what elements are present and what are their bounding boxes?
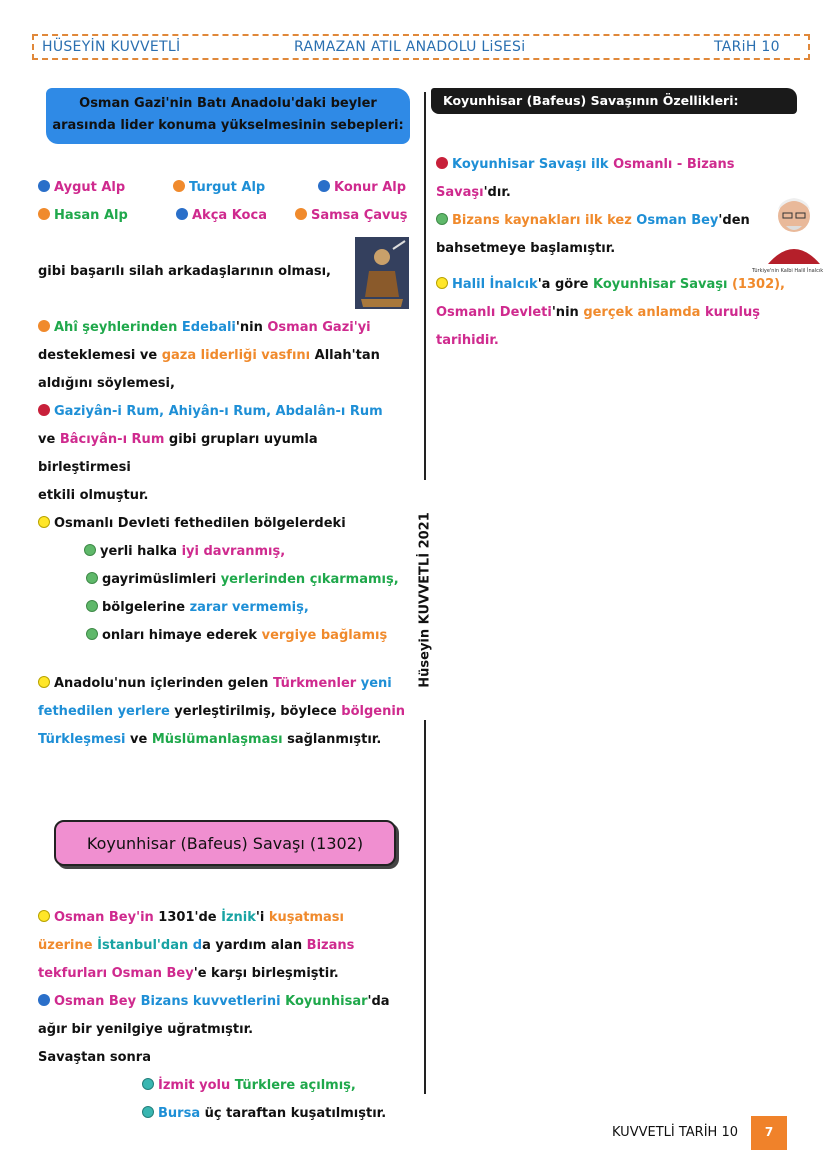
footer-text: KUVVETLİ TARİH 10 xyxy=(612,1125,738,1140)
bullet-icon xyxy=(38,910,50,922)
bullet-icon xyxy=(38,208,50,220)
left-heading-line1: Osman Gazi'nin Batı Anadolu'daki beyler xyxy=(79,96,377,111)
b2-line2: ağır bir yenilgiye uğratmıştır. xyxy=(38,1022,254,1037)
name-konur: Konur Alp xyxy=(318,180,406,196)
header-author: HÜSEYİN KUVVETLİ xyxy=(42,39,181,55)
bullet-icon xyxy=(38,516,50,528)
bullet-icon xyxy=(38,180,50,192)
r2-line2: bahsetmeye başlamıştır. xyxy=(436,241,616,256)
sub-item-3: bölgelerine zarar vermemiş, xyxy=(86,600,309,616)
r1-line2: Savaşı'dır. xyxy=(436,185,511,200)
header-subject: TARiH 10 xyxy=(714,39,780,55)
r3-line3: tarihidir. xyxy=(436,333,499,348)
name-samsa: Samsa Çavuş xyxy=(295,208,408,224)
right-heading: Koyunhisar (Bafeus) Savaşının Özellikleri: xyxy=(443,93,739,108)
bullet-icon xyxy=(86,628,98,640)
bullet-icon xyxy=(38,994,50,1006)
p3-line: Osmanlı Devleti fethedilen bölgelerdeki xyxy=(38,516,346,532)
right-heading-banner xyxy=(431,88,797,114)
section-title: Koyunhisar (Bafeus) Savaşı (1302) xyxy=(86,834,364,853)
page-number-box xyxy=(751,1116,787,1150)
p2-line1: Gaziyân-i Rum, Ahiyân-ı Rum, Abdalân-ı Rum xyxy=(38,404,383,420)
bullet-icon xyxy=(436,277,448,289)
section-title-box xyxy=(54,820,396,866)
bullet-icon xyxy=(38,320,50,332)
b1-line1: Osman Bey'in 1301'de İznik'i kuşatması xyxy=(38,910,344,926)
bullet-icon xyxy=(38,404,50,416)
p4-line2: fethedilen yerlere yerleştirilmiş, böylece bölgenin xyxy=(38,704,406,719)
b1-line2: üzerine İstanbul'dan da yardım alan Bizans xyxy=(38,938,355,953)
name-turgut: Turgut Alp xyxy=(173,180,265,196)
page-number: 7 xyxy=(764,1125,774,1139)
bullet-icon xyxy=(142,1106,154,1118)
name-akca: Akça Koca xyxy=(176,208,267,224)
p4-line3: Türkleşmesi ve Müslümanlaşması sağlanmıştır. xyxy=(38,732,382,747)
p2-line2: ve Bâcıyân-ı Rum gibi grupları uyumla xyxy=(38,432,318,447)
vertical-author-label: Hüseyin KUVVETLİ 2021 xyxy=(413,480,437,720)
bullet-icon xyxy=(142,1078,154,1090)
bullet-icon xyxy=(318,180,330,192)
r2-line1: Bizans kaynakları ilk kez Osman Bey'den xyxy=(436,213,750,229)
r1-line1: Koyunhisar Savaşı ilk Osmanlı - Bizans xyxy=(436,157,735,173)
bullet-icon xyxy=(295,208,307,220)
sub-item-1: yerli halka iyi davranmış, xyxy=(84,544,285,560)
p1-line2: desteklemesi ve gaza liderliği vasfını Allah'tan xyxy=(38,348,380,363)
name-aygut: Aygut Alp xyxy=(38,180,125,196)
image-caption: Türkiye'nin Kalbi Halil İnalcık xyxy=(752,268,824,274)
name-hasan: Hasan Alp xyxy=(38,208,128,224)
p2-line4: etkili olmuştur. xyxy=(38,488,149,503)
page-header xyxy=(32,34,810,60)
b2-line1: Osman Bey Bizans kuvvetlerini Koyunhisar'da xyxy=(38,994,390,1010)
bullet-icon xyxy=(173,180,185,192)
bullet-icon xyxy=(436,213,448,225)
p4-line1: Anadolu'nun içlerinden gelen Türkmenler yeni xyxy=(38,676,392,692)
header-school: RAMAZAN ATIL ANADOLU LiSESi xyxy=(294,39,526,55)
bullet-icon xyxy=(436,157,448,169)
t-item-2: Bursa üç taraftan kuşatılmıştır. xyxy=(142,1106,386,1122)
r3-line2: Osmanlı Devleti'nin gerçek anlamda kuruluş xyxy=(436,305,760,320)
left-heading-banner xyxy=(46,88,410,144)
bullet-icon xyxy=(176,208,188,220)
left-heading-line2: arasında lider konuma yükselmesinin sebepleri: xyxy=(52,118,404,133)
sub-item-2: gayrimüslimleri yerlerinden çıkarmamış, xyxy=(86,572,399,588)
b1-line3: tekfurları Osman Bey'e karşı birleşmiştir. xyxy=(38,966,339,981)
bullet-icon xyxy=(86,572,98,584)
t-item-1: İzmit yolu Türklere açılmış, xyxy=(142,1078,356,1094)
sub-item-4: onları himaye ederek vergiye bağlamış xyxy=(86,628,387,644)
bullet-icon xyxy=(38,676,50,688)
friends-text: gibi başarılı silah arkadaşlarının olması, xyxy=(38,264,331,279)
p1-line3: aldığını söylemesi, xyxy=(38,376,175,391)
warrior-image xyxy=(355,237,409,309)
p2-line3: birleştirmesi xyxy=(38,460,131,475)
r3-line1: Halil İnalcık'a göre Koyunhisar Savaşı (1302), xyxy=(436,277,785,293)
inalcik-image xyxy=(764,186,824,264)
b2-line3: Savaştan sonra xyxy=(38,1050,151,1065)
p1-line1: Ahî şeyhlerinden Edebali'nin Osman Gazi'yi xyxy=(38,320,371,336)
bullet-icon xyxy=(84,544,96,556)
bullet-icon xyxy=(86,600,98,612)
